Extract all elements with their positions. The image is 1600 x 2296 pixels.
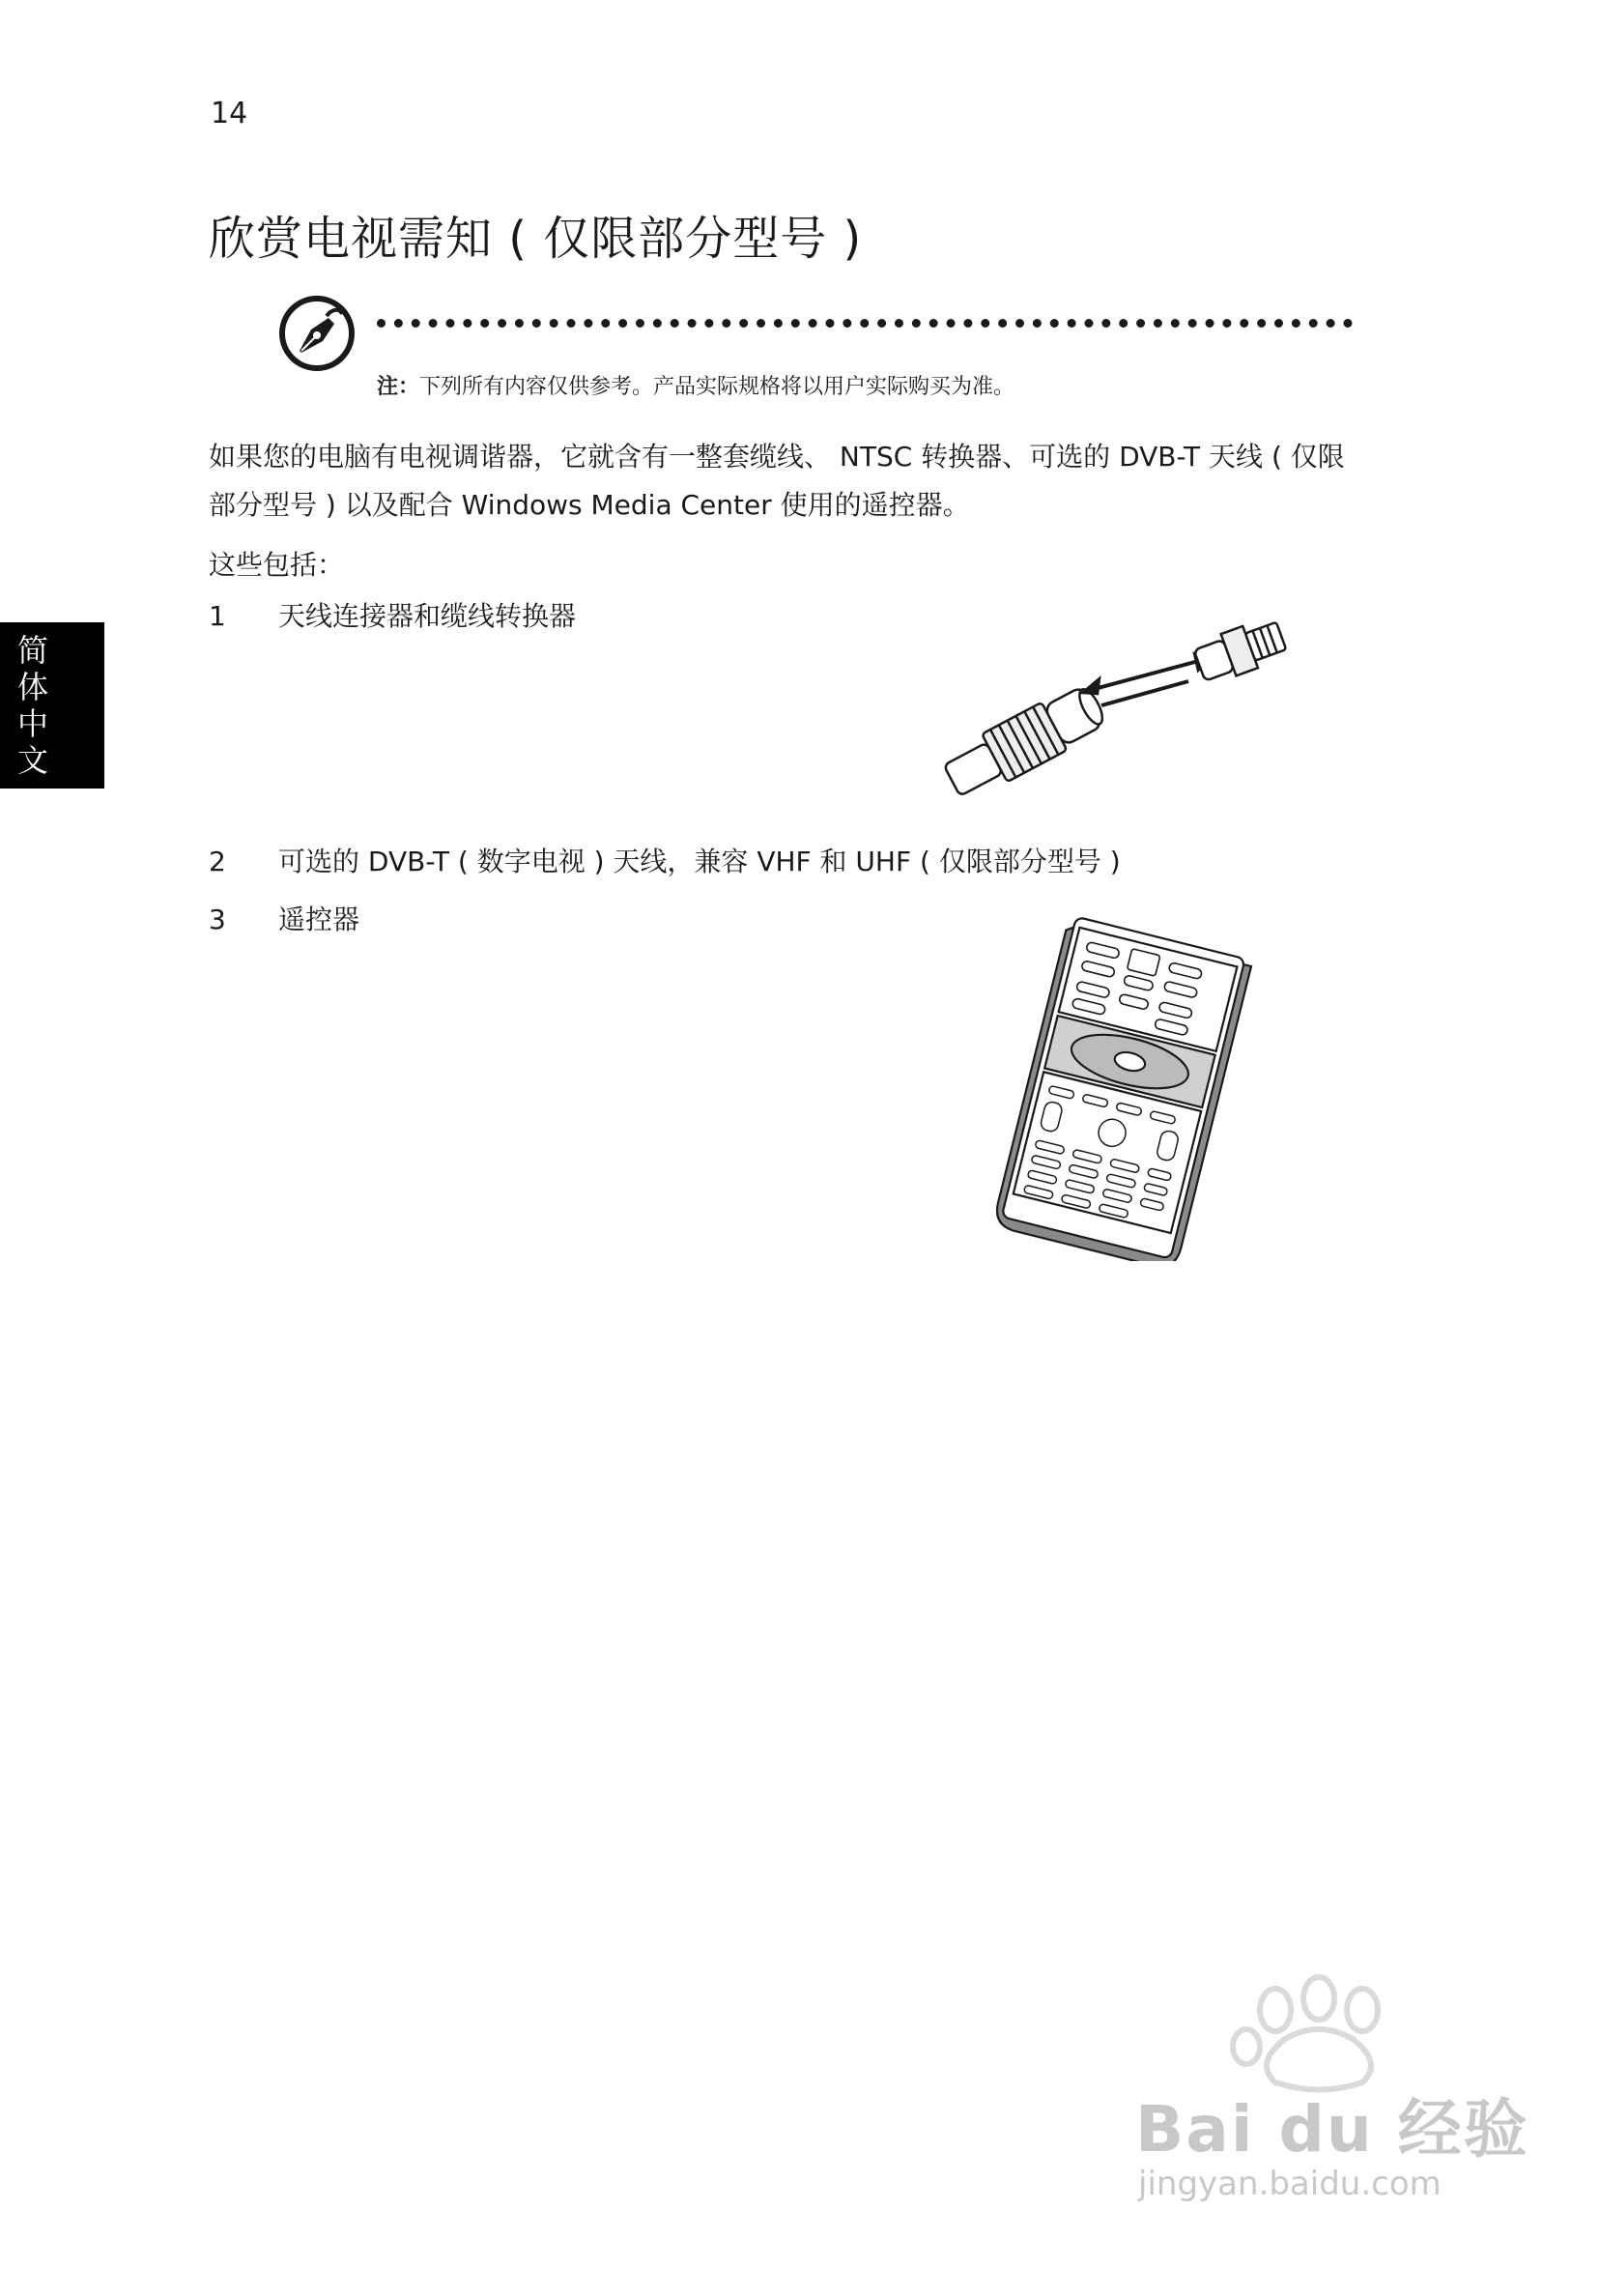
watermark-url: jingyan.baidu.com — [1138, 2165, 1442, 2203]
side-tab-char: 文 — [16, 742, 48, 779]
remote-control-illustration — [928, 913, 1266, 1261]
list-item-text: 天线连接器和缆线转换器 — [278, 600, 577, 632]
list-item — [209, 841, 1121, 879]
includes-heading: 这些包括： — [209, 549, 345, 581]
page-title: 欣赏电视需知 ( 仅限部分型号 ) — [209, 212, 863, 266]
watermark-brand: Bai du 经验 — [1135, 2092, 1529, 2167]
note-separator — [377, 319, 1353, 328]
side-tab-char: 中 — [16, 705, 48, 742]
antenna-connector-illustration — [928, 599, 1295, 802]
list-item-number: 1 — [209, 600, 226, 632]
page-number: 14 — [211, 97, 248, 130]
list-item-number: 3 — [209, 904, 226, 935]
list-item-text: 可选的 DVB-T ( 数字电视 ) 天线，兼容 VHF 和 UHF ( 仅限部分型号 ) — [278, 846, 1121, 877]
note-label: 注： — [377, 375, 420, 399]
pen-note-icon — [278, 295, 356, 372]
side-tab-char: 体 — [16, 669, 48, 705]
note-text — [377, 370, 1014, 400]
intro-paragraph: 如果您的电脑有电视调谐器，它就含有一整套缆线、 NTSC 转换器、可选的 DVB-T 天线 ( 仅限部分型号 ) 以及配合 Windows Media Center 使用的遥控器。 — [209, 441, 1345, 521]
list-item-text: 遥控器 — [278, 904, 360, 935]
list-item-number: 2 — [209, 846, 226, 877]
list-item — [209, 899, 359, 937]
language-side-tab — [0, 622, 104, 789]
side-tab-char: 简 — [16, 632, 48, 669]
note-body: 下列所有内容仅供参考。产品实际规格将以用户实际购买为准。 — [419, 375, 1015, 399]
list-item — [209, 595, 576, 634]
